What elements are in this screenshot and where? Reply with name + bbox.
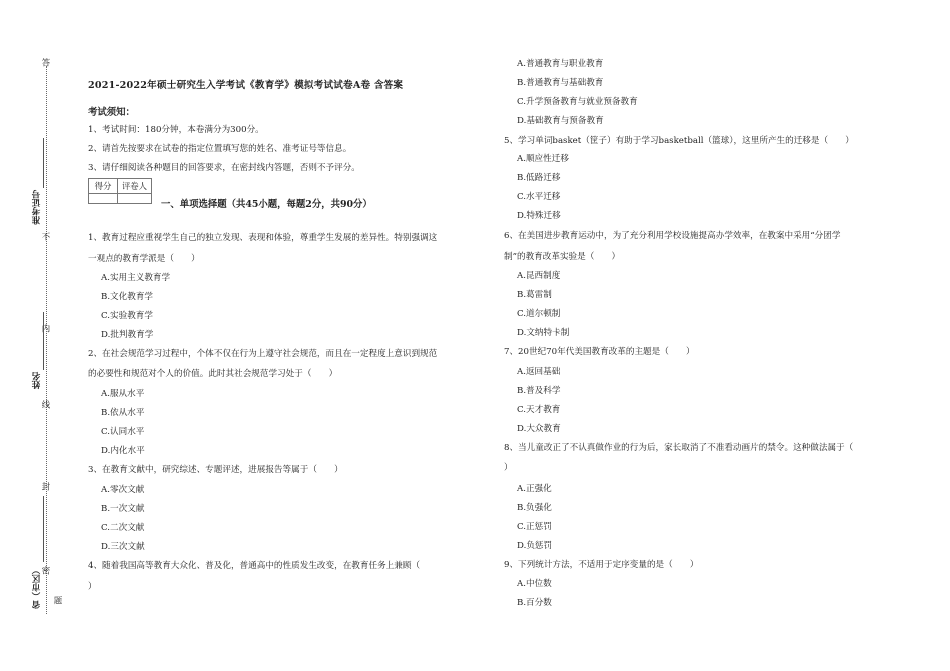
answer-option: D.负惩罚 xyxy=(517,541,553,551)
grader-label: 评卷人 xyxy=(118,179,151,194)
answer-option: B.文化教育学 xyxy=(101,292,154,302)
notice-item: 2、请首先按要求在试卷的指定位置填写您的姓名、准考证号等信息。 xyxy=(88,144,352,154)
question-continuation: ） xyxy=(504,463,513,473)
question-continuation: ） xyxy=(88,582,97,592)
score-label: 得分 xyxy=(89,179,118,194)
answer-option: A.实用主义教育学 xyxy=(101,273,171,283)
answer-option: C.二次文献 xyxy=(101,523,145,533)
page-title: 2021-2022年硕士研究生入学考试《教育学》模拟考试试卷A卷 含答案 xyxy=(88,80,404,91)
question-stem: 6、在美国进步教育运动中，为了充分利用学校设施提高办学效率，在教案中采用“分团学 xyxy=(504,231,841,241)
answer-option: B.一次文献 xyxy=(101,504,145,514)
score-cell xyxy=(89,194,118,203)
answer-option: B.普通教育与基础教育 xyxy=(517,78,604,88)
question-stem: 1、教育过程应重视学生自己的独立发现、表现和体验，尊重学生发展的差异性。特别强调这 xyxy=(88,233,438,243)
answer-option: C.认同水平 xyxy=(101,427,145,437)
answer-option: C.升学预备教育与就业预备教育 xyxy=(517,97,638,107)
answer-option: D.大众教育 xyxy=(517,424,561,434)
name-blank xyxy=(43,312,44,370)
question-stem: 3、在教育文献中，研究综述、专题评述，进展报告等属于（ ） xyxy=(88,465,343,475)
answer-option: B.负强化 xyxy=(517,503,552,513)
answer-option: C.水平迁移 xyxy=(517,192,561,202)
answer-option: B.低路迁移 xyxy=(517,173,561,183)
binding-tick: 封 xyxy=(41,482,51,491)
notice-item: 1、考试时间：180分钟，本卷满分为300分。 xyxy=(88,125,264,135)
exam-id-label: 准考证号 xyxy=(32,190,42,225)
answer-option: A.普通教育与职业教育 xyxy=(517,59,604,69)
question-stem: 2、在社会规范学习过程中，个体不仅在行为上遵守社会规范，而且在一定程度上意识到规范 xyxy=(88,349,438,359)
answer-option: C.道尔顿制 xyxy=(517,309,561,319)
question-continuation: 制”的教育改革实验是（ ） xyxy=(504,252,621,262)
answer-option: C.实验教育学 xyxy=(101,311,153,321)
question-continuation: 一观点的教育学派是（ ） xyxy=(88,254,200,264)
province-blank xyxy=(43,496,44,562)
answer-option: D.内化水平 xyxy=(101,446,145,456)
question-stem: 9、下列统计方法，不适用于定序变量的是（ ） xyxy=(504,560,699,570)
answer-option: D.批判教育学 xyxy=(101,330,154,340)
question-continuation: 的必要性和规范对个人的价值。此时其社会规范学习处于（ ） xyxy=(88,369,338,379)
answer-option: C.天才教育 xyxy=(517,405,561,415)
question-stem: 4、随着我国高等教育大众化、普及化，普通高中的性质发生改变，在教育任务上兼顾（ xyxy=(88,561,421,571)
notice-heading: 考试须知： xyxy=(88,107,135,118)
binding-tick: 密 xyxy=(41,566,51,575)
answer-option: D.三次文献 xyxy=(101,542,145,552)
answer-option: A.零次文献 xyxy=(101,485,145,495)
answer-option: A.正强化 xyxy=(517,484,552,494)
answer-option: A.顺应性迁移 xyxy=(517,154,569,164)
answer-option: B.普及科学 xyxy=(517,386,561,396)
notice-item: 3、请仔细阅读各种题目的回答要求，在密封线内答题，否则不予评分。 xyxy=(88,163,360,173)
answer-option: B.依从水平 xyxy=(101,408,145,418)
province-label: 省（市区） xyxy=(32,566,42,609)
question-stem: 7、20世纪70年代美国教育改革的主题是（ ） xyxy=(504,347,695,357)
question-stem: 8、当儿童改正了不认真做作业的行为后，家长取消了不准看动画片的禁令。这种做法属于（ xyxy=(504,443,854,453)
answer-option: D.基础教育与预备教育 xyxy=(517,116,604,126)
answer-option: B.葛雷制 xyxy=(517,290,552,300)
answer-option: A.昆西制度 xyxy=(517,271,561,281)
score-box xyxy=(88,178,152,204)
binding-tick: 内 xyxy=(41,324,51,333)
answer-option: A.返回基础 xyxy=(517,367,561,377)
answer-option: B.百分数 xyxy=(517,598,552,608)
binding-tick: 线 xyxy=(41,400,51,409)
answer-option: D.文纳特卡制 xyxy=(517,328,570,338)
answer-option: D.特殊迁移 xyxy=(517,211,561,221)
answer-option: A.服从水平 xyxy=(101,389,145,399)
section-title: 一、单项选择题（共45小题，每题2分，共90分） xyxy=(161,199,372,210)
binding-dotted-line xyxy=(46,66,47,614)
exam-id-blank xyxy=(43,138,44,188)
binding-tick: 题 xyxy=(53,596,63,605)
binding-tick: 不 xyxy=(41,232,51,241)
question-stem: 5、学习单词basket（筐子）有助于学习basketball（篮球），这里所产生的迁移是（ ） xyxy=(504,136,854,146)
binding-tick: 答 xyxy=(41,58,51,67)
answer-option: A.中位数 xyxy=(517,579,552,589)
answer-option: C.正惩罚 xyxy=(517,522,552,532)
name-label: 姓名 xyxy=(32,372,42,390)
